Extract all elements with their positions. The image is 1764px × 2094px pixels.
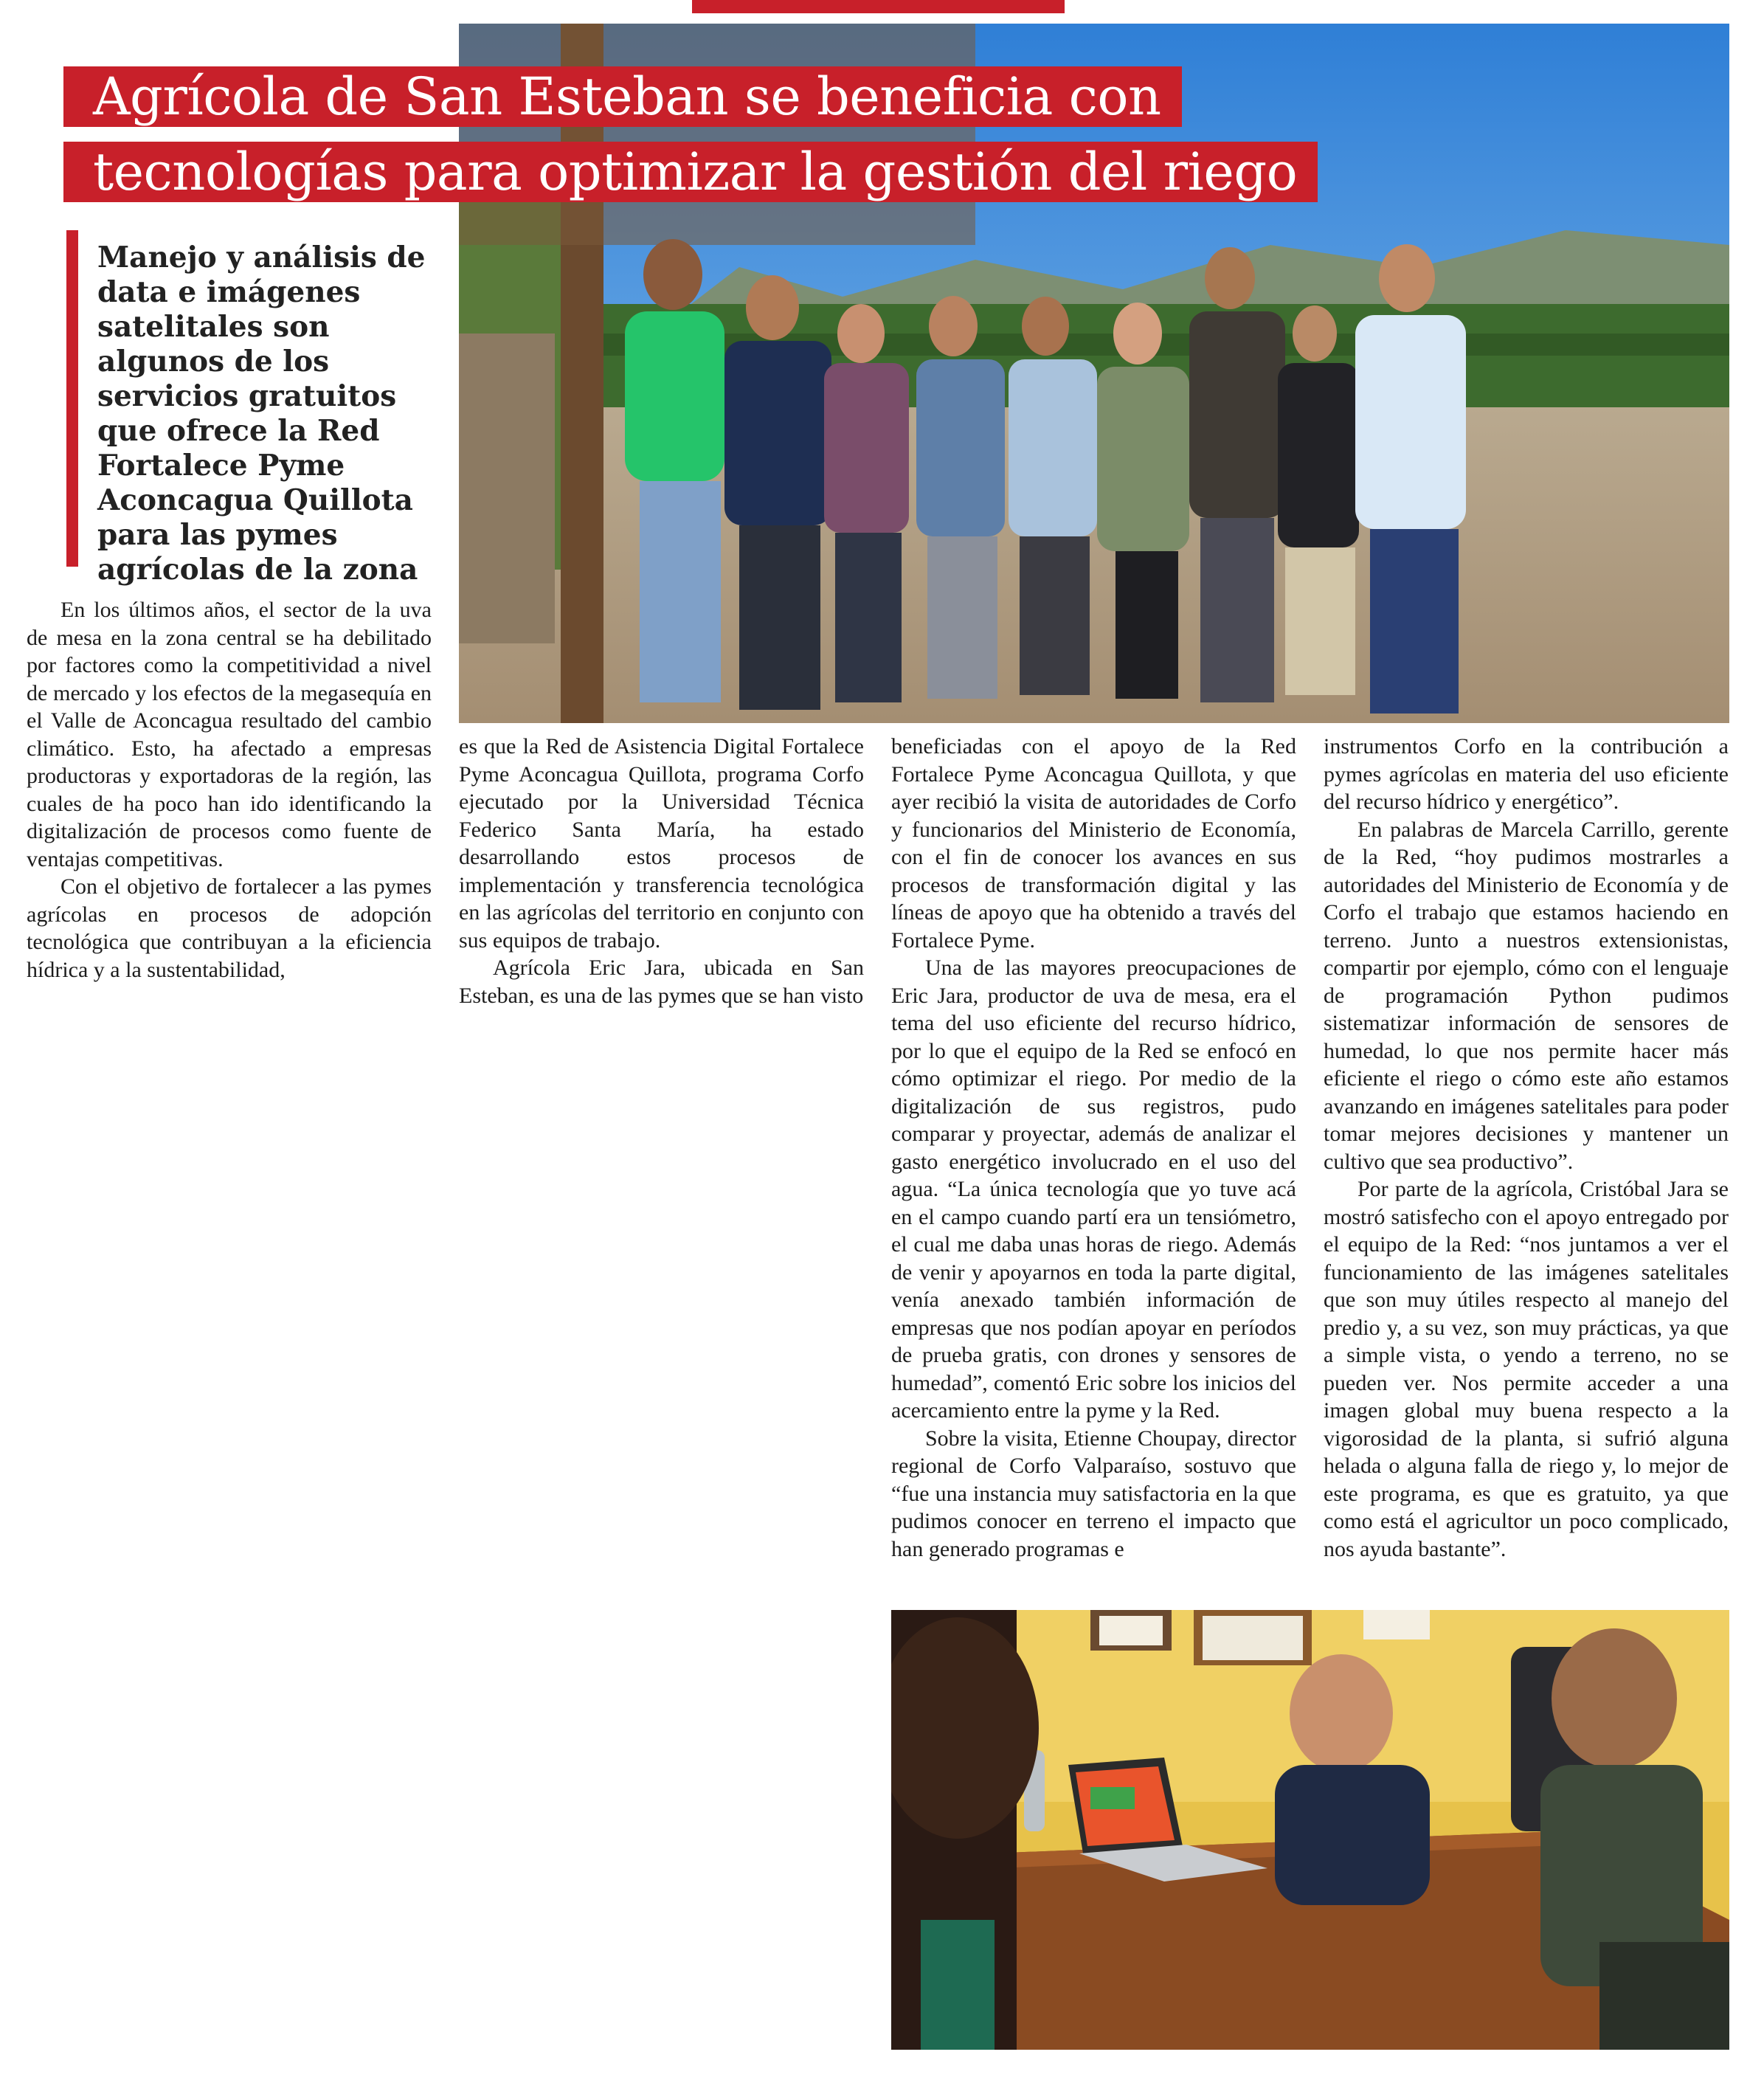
body-column-1 — [27, 596, 432, 984]
paragraph: Por parte de la agrícola, Cristóbal Jara se mostró satisfecho con el apoyo entregado por el equipo de la Red: “nos juntamos a ver el funcionamiento de las imágenes satelitales que son muy útiles respecto al manejo del predio y, a su vez, son muy prácticas, ya que a simple vista, o yendo a terreno, no se pueden ver. Nos permite acceder a una imagen global muy buena respecto a la vigorosidad de la planta, si sufrió alguna helada o alguna falla de riego y, lo mejor de este programa, es que es gratuito, ya que como está el agricultor un poco complicado, nos ayuda bastante”. — [1324, 1177, 1729, 1561]
paragraph: Una de las mayores preocupaciones de Eric Jara, productor de uva de mesa, era el tema del uso eficiente del recurso hídrico, por lo que el equipo de la Red se enfocó en cómo optimizar el riego. Por medio de la digitalización de sus registros, pudo comparar y proyectar, además de analizar el gasto energético involucrado en el uso del agua. “La única tecnología que yo tuve acá en el campo cuando partí era un tensiómetro, el cual me daba unas horas de riego. Además de venir y apoyarnos en toda la parte digital, venía anexado también información de empresas que nos podían apoyar en períodos de prueba gratis, con drones y sensores de humedad”, comentó Eric sobre los inicios del acercamiento entre la pyme y la Red. — [891, 956, 1296, 1423]
paragraph: beneficiadas con el apoyo de la Red Fortalece Pyme Aconcagua Quillota, y que ayer recibió la visita de autoridades de Corfo y funcionarios del Ministerio de Economía, con el fin de conocer los avances en sus procesos de transformación digital y las líneas de apoyo que ha obtenido a través del Fortalece Pyme. — [891, 734, 1296, 953]
subheadline-accent-bar — [66, 230, 78, 567]
body-column-3 — [891, 733, 1296, 1563]
headline-line-1: Agrícola de San Esteban se beneficia con — [63, 66, 1182, 127]
top-accent-bar — [692, 0, 1065, 13]
paragraph: Con el objetivo de fortalecer a las pymes agrícolas en procesos de adopción tecnológica que contribuyan a la eficiencia hídrica y a la sustentabilidad, — [27, 874, 432, 982]
paragraph: En palabras de Marcela Carrillo, gerente de la Red, “hoy pudimos mostrarles a autoridades del Ministerio de Economía y de Corfo el trabajo que estamos haciendo en terreno. Junto a nuestros extensionistas, compartir por ejemplo, cómo con el lenguaje de programación Python pudimos sistematizar información de sensores de humedad, lo que nos permite hacer más eficiente el riego o cómo este año estamos avanzando en imágenes satelitales para poder tomar mejores decisiones y mantener un cultivo que sea productivo”. — [1324, 817, 1729, 1174]
subheadline: Manejo y análisis de data e imágenes satelitales son algunos de los servicios gratuitos que ofrece la Red Fortalece Pyme Aconcagua Quillota para las pymes agrícolas de la zona — [97, 241, 426, 587]
headline-line-2: tecnologías para optimizar la gestión del riego — [63, 142, 1318, 202]
office-photo — [891, 1610, 1729, 2050]
paragraph: Sobre la visita, Etienne Choupay, director regional de Corfo Valparaíso, sostuvo que “fue una instancia muy satisfactoria en la que pudimos conocer en terreno el impacto que han generado programas e — [891, 1426, 1296, 1561]
office-photo-illustration — [891, 1610, 1729, 2050]
paragraph: En los últimos años, el sector de la uva de mesa en la zona central se ha debilitado por factores como la competitividad a nivel de mercado y los efectos de la megasequía en el Valle de Aconcagua resultado del cambio climático. Esto, ha afectado a empresas productoras y exportadoras de la región, las cuales de ha poco han ido identificando la digitalización de procesos como fuente de ventajas competitivas. — [27, 598, 432, 871]
group-photo — [459, 24, 1729, 723]
body-column-4 — [1324, 733, 1729, 1563]
group-photo-illustration — [459, 24, 1729, 723]
body-column-2 — [459, 733, 864, 1009]
paragraph: Agrícola Eric Jara, ubicada en San Esteban, es una de las pymes que se han visto — [459, 956, 864, 1008]
paragraph: instrumentos Corfo en la contribución a pymes agrícolas en materia del uso eficiente del recurso hídrico y energético”. — [1324, 734, 1729, 814]
paragraph: es que la Red de Asistencia Digital Fortalece Pyme Aconcagua Quillota, programa Corfo ejecutado por la Universidad Técnica Federico Santa María, ha estado desarrollando estos procesos de implementación y transferencia tecnológica en las agrícolas del territorio en conjunto con sus equipos de trabajo. — [459, 734, 864, 953]
